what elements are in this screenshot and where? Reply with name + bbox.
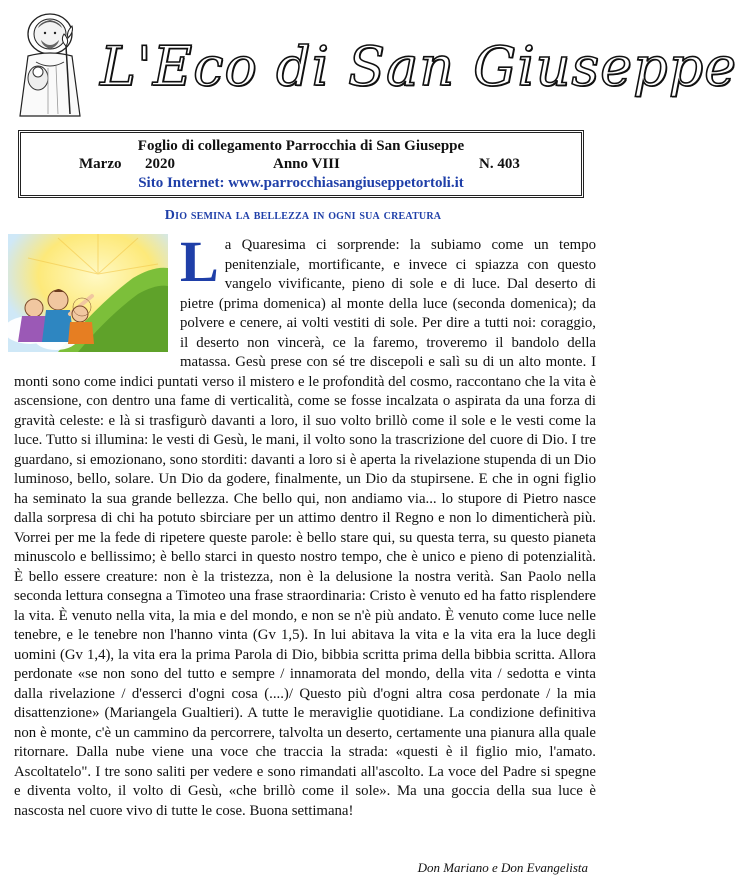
article-dropcap: L [180,229,219,294]
info-subtitle: Foglio di collegamento Parrocchia di San Giuseppe [137,138,465,154]
info-box [18,130,584,198]
issue-anno: Anno VIII [273,156,340,172]
issue-number: N. 403 [479,156,520,172]
masthead-title: L'Eco di San Giuseppe [100,35,737,98]
article-signature: Don Mariano e Don Evangelista [417,860,588,875]
illustration-space [14,236,174,354]
article-body [14,229,596,821]
info-issue-line [21,156,581,175]
saint-joseph-image [8,6,90,118]
website-link[interactable]: Sito Internet: www.parrocchiasangiuseppetortoli.it [138,175,464,191]
article-headline: Dio semina la bellezza in ogni sua creatura [164,208,442,223]
issue-month: Marzo [79,156,122,172]
article-text: a Quaresima ci sorprende: la subiamo come un tempo penitenziale, mortificante, e invece ci spiazza con questo vangelo vivificante, pieno di sole e di luce. Dal deserto di pietre (prima domenica) al monte della luce (seconda domenica); da polvere e cenere, ai volti vestiti di sole. Per dire a tutti noi: coraggio, il deserto non vincerà, ce la faremo, troveremo il bandolo della matassa. Gesù prese con sé tre discepoli e salì su di un alto monte. I monti sono come indici puntati verso il mistero e le profondità del cosmo, raccontano che la vita è ascensione, con dentro una fame di verticalità, come se fosse incalzata o aspirata da una forza di gravità celeste: e là si trasfigurò davanti a loro, il suo volto brillò come il sole e le vesti come la luce. Tutto si illumina: le vesti di Gesù, le mani, il volto sono la trascrizione del cuore di Dio. I tre guardano, si emozionano, sono storditi: davanti a loro si è aperta la rivelazione stupenda di un Dio luminoso, bello, solare. Un Dio da godere, finalmente, un Dio da stupirsene. E che in ogni figlio ha seminato la sua grande bellezza. Che bello qui, non andiamo via... lo stupore di Pietro nasce dalla sorpresa di chi ha potuto sbirciare per un attimo dentro il Regno e non lo dimenticherà più. Vorrei per me la fede di ripetere queste parole: è bello stare qui, su questa terra, su questo pianeta minuscolo e bellissimo; è bello starci in questo nostro tempo, che è unico e pieno di potenzialità. È bello essere creature: non è la tristezza, non è la delusione la nostra verità. San Paolo nella seconda lettura consegna a Timoteo una frase straordinaria: Cristo è venuto ed ha fatto risplendere la vita. È venuto nella vita, la mia e del mondo, e non se n'è più andato. È venuto come luce nelle tenebre, e le tenebre non l'hanno vinta (Gv 1,5). In lui abitava la vita e la vita era la luce degli uomini (Gv 1,4), la vita era la prima Parola di Dio, bibbia scritta prima della bibbia scritta. Allora perdonate «se non sono del tutto e sempre / innamorata del mondo, della vita / sedotta e vinta dalla rivelazione / d'esserci d'ogni cosa (....)/ Questo più d'ogni altra cosa perdonate / la mia disattenzione» (Mariangela Gualtieri). A tutte le meraviglie quotidiane. La condizione definitiva non è monte, c'è un cammino da percorrere, talvolta un deserto, certamente una pianura alla quale ritornare. Dalla nube viene una voce che traccia la strada: «questi è il figlio mio, l'amato. Ascoltatelo". I tre sono saliti per vedere e sono rimandati all'ascolto. La voce del Padre si spegne e diventa volto, il volto di Gesù, «che brillò come il sole». Ma una goccia della sua luce è nascosta nel cuore vivo di tutte le cose. Buona settimana! [14,237,596,819]
issue-year: 2020 [145,156,175,172]
